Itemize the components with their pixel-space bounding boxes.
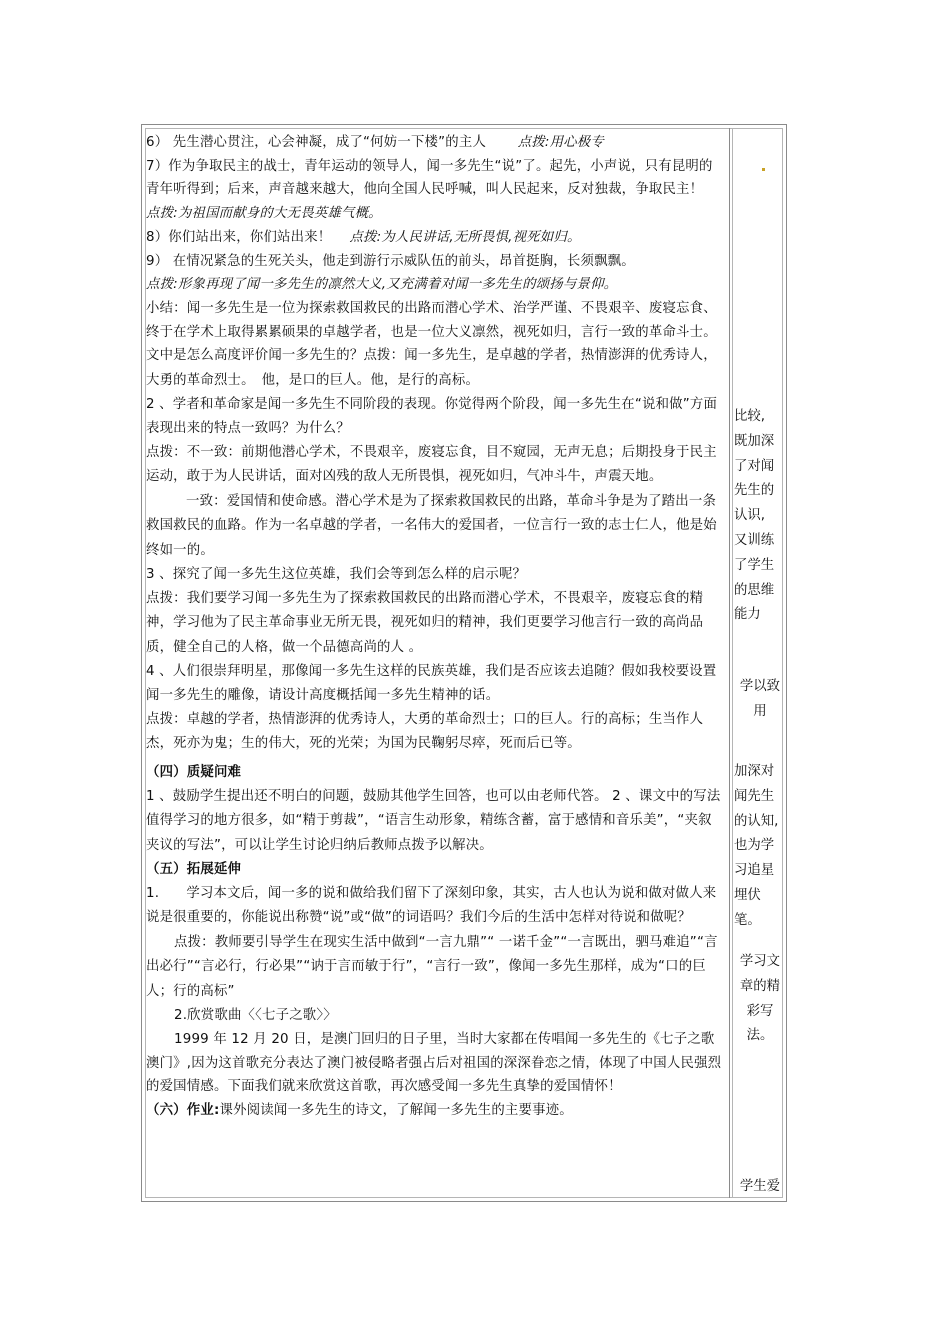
note-line: 比较, [734,409,766,424]
note-line: 埋伏 [734,887,761,903]
p7-tip: 点拨:为祖国而献身的大无畏英雄气概。 [146,206,382,222]
homework-text: 课外阅读闻一多先生的诗文，了解闻一多先生的主要事迹。 [219,1103,573,1119]
paragraph-7 [146,155,724,226]
p8-text: 8）你们站出来，你们站出来！ [146,229,332,245]
note-line: 先生的 [734,483,775,499]
note-line: 学习文 [739,954,781,969]
question-3: 3 、探究了闻一多先生这位英雄，我们会等到怎么样的启示呢？ [146,567,527,583]
column-divider-inner [732,128,733,1198]
note-line: 也为学 [734,838,775,854]
note-line: 的思维 [734,582,775,598]
note-deepen [734,760,786,934]
section-5-tip: 点拨：教师要引导学生在现实生活中做到“一言九鼎”“ 一诺千金”“一言既出，驷马难追”“言出必行”“言必行，行必果”“讷于言而敏于行”，“言行一致”，像闻一多先生那样，成为“口的巨人；行的高标” [146,934,718,999]
note-line: 笔。 [734,912,761,928]
note-line: 学生爱 [739,1179,781,1194]
paragraph-8 [146,226,724,250]
note-line: 闻先生 [734,788,775,804]
paragraph-9-tip: 点拨:形象再现了闻一多先生的凛然大义,又充满着对闻一多先生的颂扬与景仰。 [146,277,618,293]
song-paragraph: 1999 年 12 月 20 日，是澳门回归的日子里，当时大家都在传唱闻一多先生的《七子之歌 澳门》,因为这首歌充分表达了澳门被侵略者强占后对祖国的深深眷恋之情，体现了中国人民强烈的爱国情感。下面我们就来欣赏这首歌，再次感受闻一多先生真挚的爱国情怀！ [146,1031,729,1095]
note-line: 彩写 [746,1003,774,1019]
note-love [734,1175,786,1200]
question-2-consistency: 一致：爱国情和使命感。潜心学术是为了探索救国救民的出路，革命斗争是为了踏出一条救国救民的血路。作为一名卓越的学者，一名伟大的爱国者，一位言行一致的志士仁人，他是始终如一的。 [146,493,717,558]
evaluation-paragraph: 文中是怎么高度评价闻一多先生的？点拨：闻一多先生，是卓越的学者，热情澎湃的优秀诗人，大勇的革命烈士。 他，是口的巨人。他，是行的高标。 [146,348,717,388]
section-4-title: （四）质疑问难 [146,764,242,780]
note-line: 认识, [734,508,766,524]
question-2: 2 、学者和革命家是闻一多先生不同阶段的表现。你觉得两个阶段，闻一多先生在“说和做”方面表现出来的特点一致吗？为什么？ [146,397,718,437]
paragraph-6 [146,131,724,155]
note-line: 章的精 [739,978,781,994]
note-writing [734,950,786,1049]
question-3-answer: 点拨：我们要学习闻一多先生为了探索救国救民的出路而潜心学术，不畏艰辛，废寝忘食的精神，学习他为了民主革命事业无所无畏，视死如归的精神，我们更要学习他言行一致的高尚品质，健全自己的人格，做一个品德高尚的人 。 [146,590,704,655]
p6-text: 6） 先生潜心贯注，心会神凝，成了“何妨一下楼”的主人 [146,135,487,150]
note-line: 学以致 [739,679,781,694]
question-2-answer: 点拨：不一致：前期他潜心学术，不畏艰辛，废寝忘食，目不窥园，无声无息；后期投身于民主运动，敢于为人民讲话，面对凶残的敌人无所畏惧，视死如归，气冲斗牛，声震天地。 [146,444,717,485]
section-5-item-1: 1. 学习本文后，闻一多的说和做给我们留下了深刻印象，其实，古人也认为说和做对做人来说是很重要的，你能说出称赞“说”或“做”的词语吗？我们今后的生活中怎样对待说和做呢？ [146,885,717,926]
p6-tip: 点拨:用心极专 [517,135,604,150]
note-line: 法。 [746,1028,774,1044]
p8-tip: 点拨:为人民讲话,无所畏惧,视死如归。 [349,229,581,245]
note-line: 了学生 [734,557,775,573]
p7-text: 7）作为争取民主的战士，青年运动的领导人，闻一多先生“说”了。起先，小声说，只有昆明的青年听得到；后来，声音越来越大，他向全国人民呼喊，叫人民起来，反对独裁，争取民主！ [146,158,713,198]
section-4-body: 1 、鼓励学生提出还不明白的问题，鼓励其他学生回答，也可以由老师代答。 2 、课文中的写法值得学习的地方很多，如“精于剪裁”，“语言生动形象，精练含蓄，富于感情和音乐美”，“夹叙夹议的写法”，可以让学生讨论归纳后教师点拨予以解决。 [146,788,721,853]
note-line: 能力 [734,607,761,623]
question-4-answer: 点拨：卓越的学者，热情澎湃的优秀诗人，大勇的革命烈士；口的巨人。行的高标；生当作人杰，死亦为鬼；生的伟大，死的光荣；为国为民鞠躬尽瘁，死而后已等。 [146,711,704,752]
note-line: 用 [753,703,767,719]
section-6-title: （六）作业: [146,1103,220,1119]
summary-paragraph: 小结：闻一多先生是一位为探索救国救民的出路而潜心学术、治学严谨、不畏艰辛、废寝忘食、终于在学术上取得累累硕果的卓越学者，也是一位大义凛然，视死如归，言行一致的革命斗士。 [146,300,717,340]
section-6 [146,1099,724,1123]
column-divider [729,128,730,1198]
note-line: 习追星 [734,863,775,879]
marker-dot [762,168,765,171]
note-line: 加深对 [734,764,775,779]
section-5-title: （五）拓展延伸 [146,862,242,878]
section-5-heading [146,858,724,882]
question-4: 4 、人们很崇拜明星，那像闻一多先生这样的民族英雄，我们是否应该去追随？假如我校要设置闻一多先生的雕像，请设计高度概括闻一多先生精神的话。 [146,664,717,704]
note-line: 的认知, [734,813,779,829]
note-line: 了对闻 [734,458,775,474]
lesson-table [141,124,787,1202]
section-5-item-2: 2.欣赏歌曲〈〈七子之歌〉〉 [174,1008,337,1024]
section-4-heading [146,761,724,785]
paragraph-9: 9） 在情况紧急的生死关头，他走到游行示威队伍的前头，昂首挺胸，长须飘飘。 [146,253,635,269]
main-content-column [146,131,729,1123]
note-line: 又训练 [734,532,775,548]
note-apply [734,675,786,725]
note-line: 既加深 [734,433,775,449]
note-compare [734,405,786,628]
